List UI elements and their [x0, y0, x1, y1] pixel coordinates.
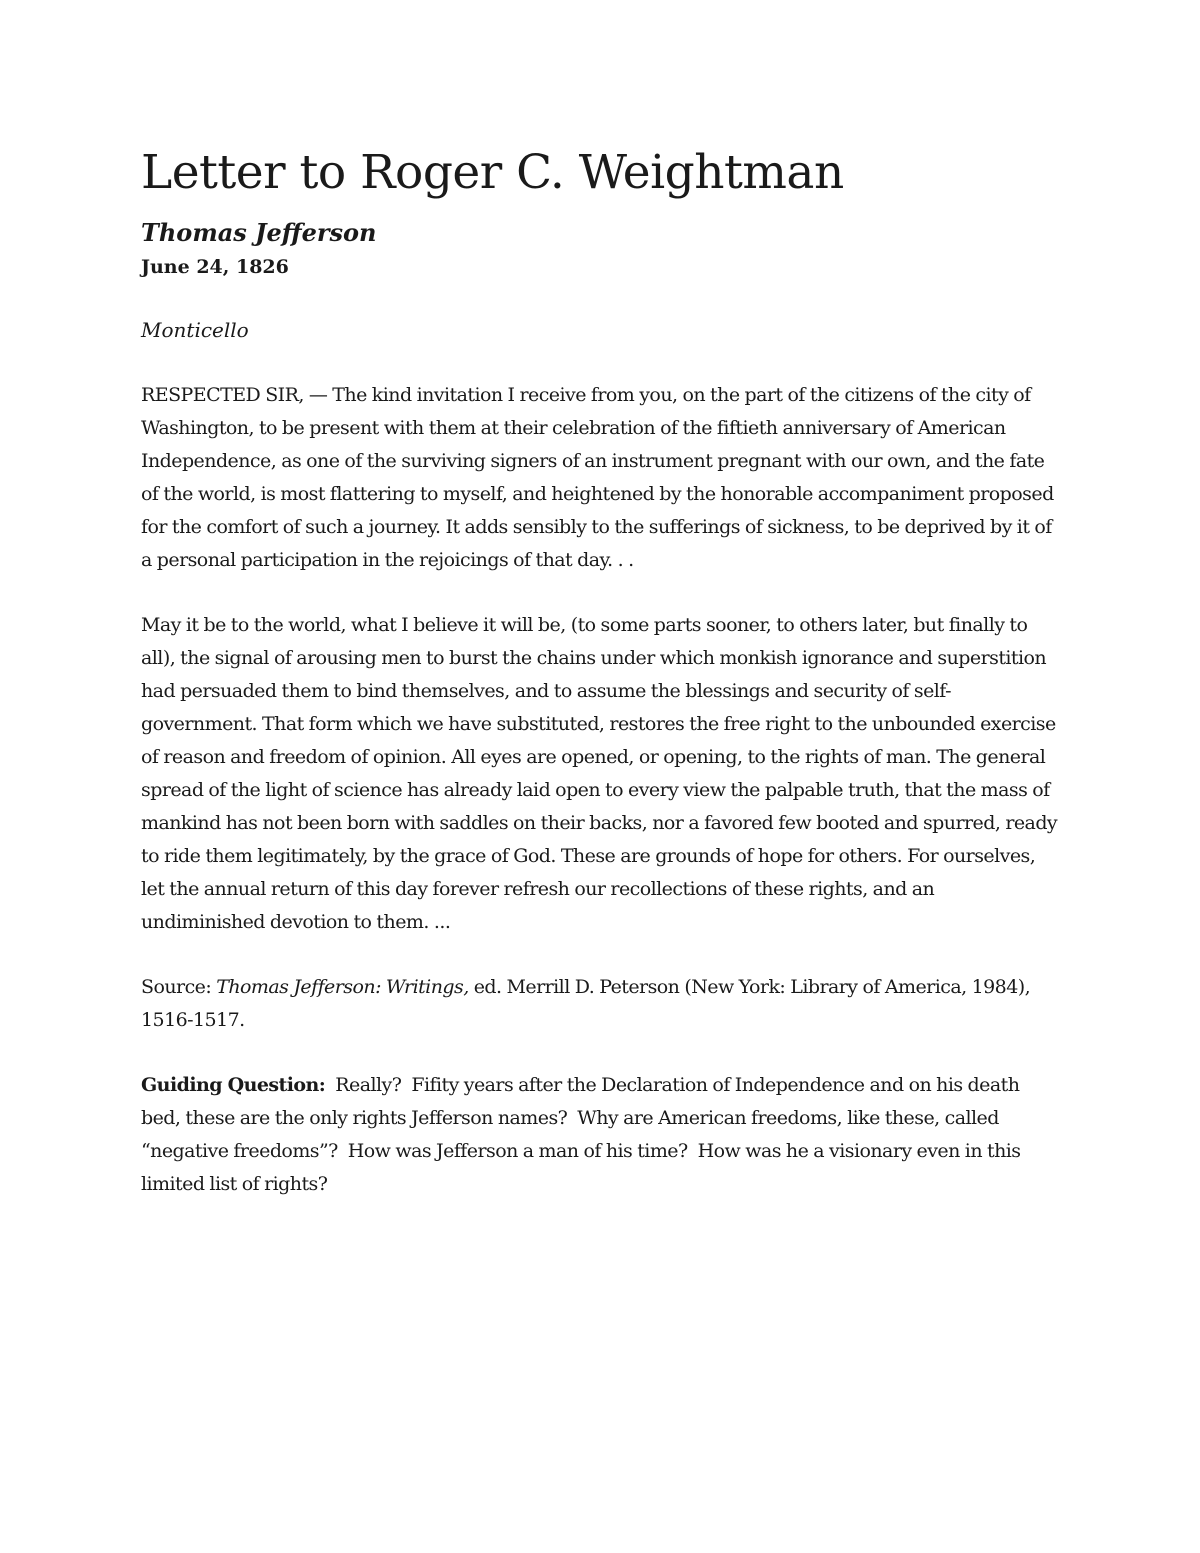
source-label: Source: [141, 976, 217, 998]
document-date: June 24, 1826 [141, 256, 289, 278]
letter-paragraph-1: RESPECTED SIR, — The kind invitation I receive from you, on the part of the citizens of the city of Washington, to be present with them at their celebration of the fiftieth anniversary of American Independence, as one of the surviving signers of an instrument pregnant with our own, and the fate of the world, is most flattering to myself, and heightened by the honorable accompaniment proposed for the comfort of such a journey. It adds sensibly to the sufferings of sickness, to be deprived by it of a personal participation in the rejoicings of that day. . . [141, 384, 1054, 571]
source-book-title: Thomas Jefferson: Writings, [216, 976, 469, 998]
source-citation [141, 971, 1061, 1037]
document-title: Letter to Roger C. Weightman [141, 145, 844, 200]
document-author: Thomas Jefferson [141, 218, 377, 247]
letter-paragraph-2: May it be to the world, what I believe it will be, (to some parts sooner, to others later, but finally to all), the signal of arousing men to burst the chains under which monkish ignorance and superstition had persuaded them to bind themselves, and to assume the blessings and security of self-government. That form which we have substituted, restores the free right to the unbounded exercise of reason and freedom of opinion. All eyes are opened, or opening, to the rights of man. The general spread of the light of science has already laid open to every view the palpable truth, that the mass of mankind has not been born with saddles on their backs, nor a favored few booted and spurred, ready to ride them legitimately, by the grace of God. These are grounds of hope for others. For ourselves, let the annual return of this day forever refresh our recollections of these rights, and an undiminished devotion to them. ... [141, 614, 1058, 933]
guiding-question [141, 1069, 1061, 1201]
guiding-question-text: Really? Fifity years after the Declaration of Independence and on his death bed, these are the only rights Jefferson names? Why are American freedoms, like these, called “negative freedoms”? How was Jefferson a man of his time? How was he a visionary even in this limited list of rights? [141, 1074, 1026, 1195]
guiding-question-label: Guiding Question: [141, 1074, 326, 1096]
document-place: Monticello [141, 318, 249, 342]
source-details: ed. Merrill D. Peterson (New York: Library of America, 1984), 1516-1517. [141, 976, 1031, 1031]
document-page [141, 140, 1061, 1201]
